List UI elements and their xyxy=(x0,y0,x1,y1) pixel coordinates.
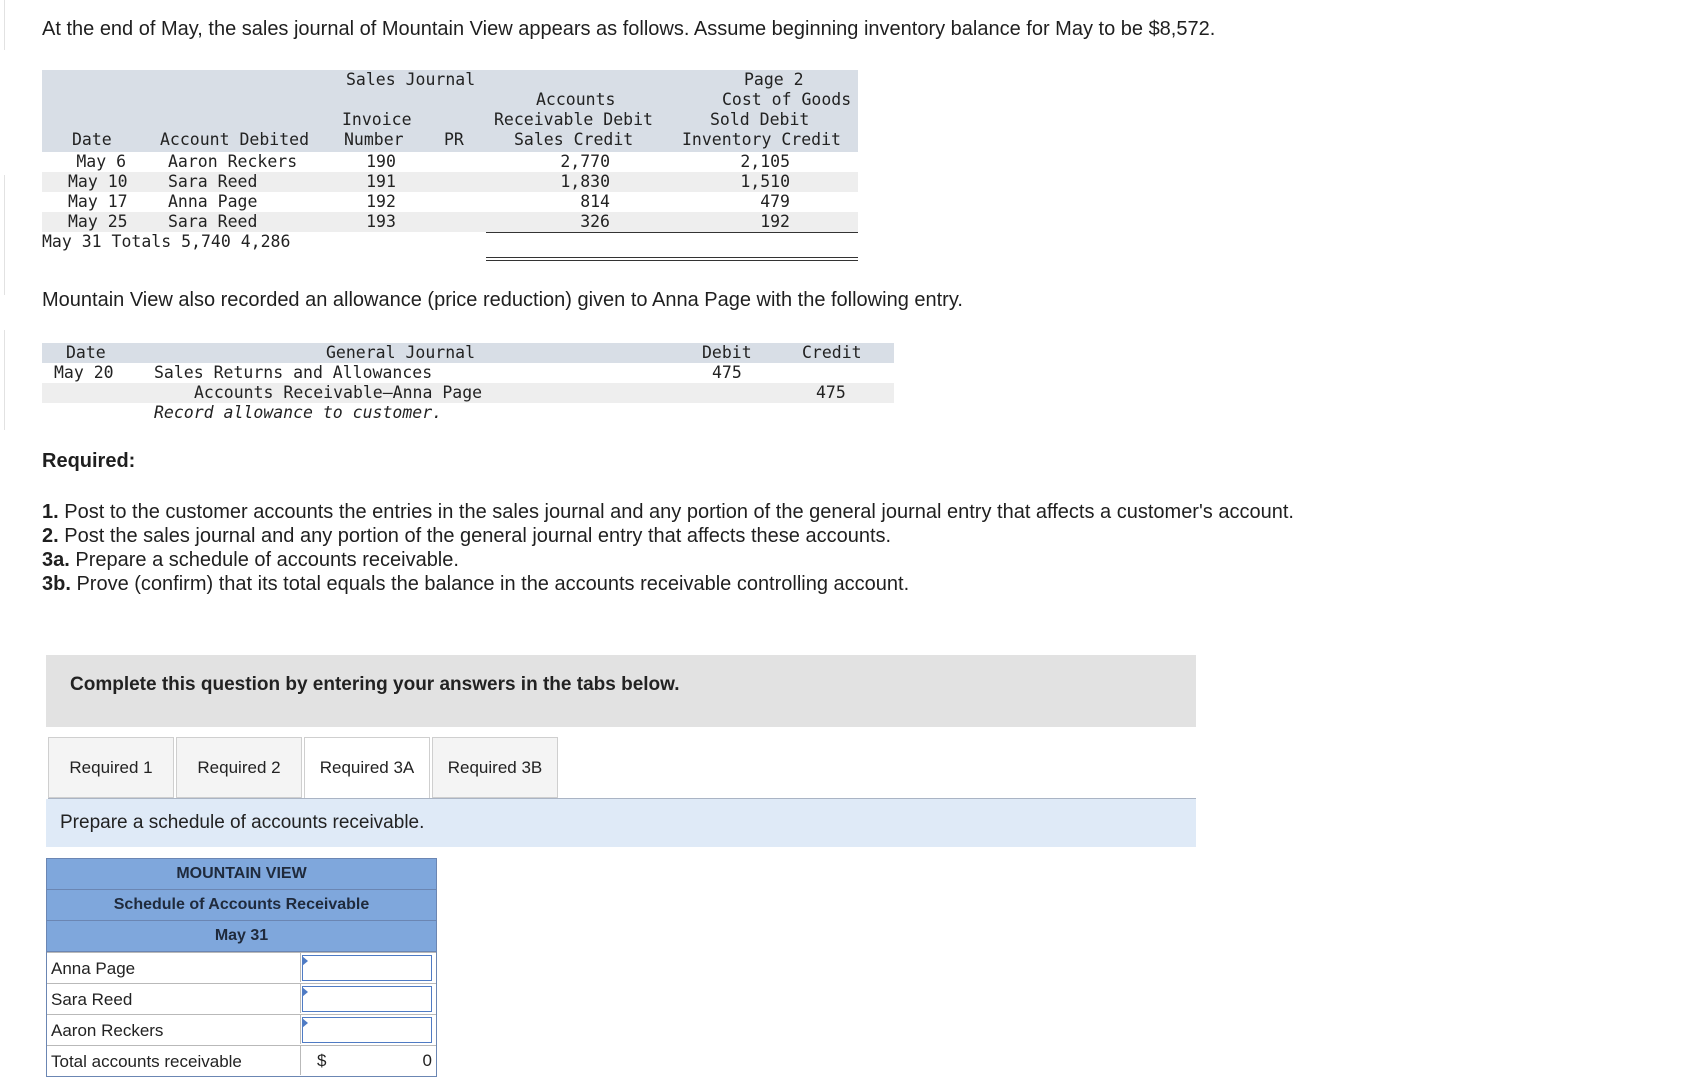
account-cell: Sara Reed xyxy=(168,172,258,191)
total-currency: $ xyxy=(317,1051,327,1070)
ar-cell: 1,830 xyxy=(560,172,610,191)
required-item: 3a. Prepare a schedule of accounts receivable. xyxy=(42,549,459,571)
schedule-table xyxy=(46,858,437,1077)
gj-debit-amount: 475 xyxy=(712,363,742,382)
table-row xyxy=(42,212,858,232)
date-cell: May 17 xyxy=(68,192,128,211)
required-item: 1. Post to the customer accounts the entries in the sales journal and any portion of the general journal entry that affects a customer's account. xyxy=(42,501,1294,523)
total-label: Total accounts receivable xyxy=(51,1052,242,1071)
gj-row xyxy=(42,383,894,403)
schedule-title: Schedule of Accounts Receivable xyxy=(47,890,436,921)
ar-cell: 326 xyxy=(580,212,610,231)
left-margin-mark xyxy=(0,330,5,430)
sales-journal xyxy=(42,70,858,260)
required-title: Required: xyxy=(42,450,136,472)
gj-credit-account: Accounts Receivable—Anna Page xyxy=(194,383,483,402)
gj-row xyxy=(42,403,894,423)
input-marker-icon xyxy=(302,956,308,966)
general-journal xyxy=(42,343,894,423)
schedule-row-label: Aaron Reckers xyxy=(51,1021,164,1040)
schedule-row xyxy=(47,952,436,983)
input-marker-icon xyxy=(302,1018,308,1028)
invoice-cell: 191 xyxy=(366,172,396,191)
ar-total: 5,740 xyxy=(181,232,231,251)
gj-date: May 20 xyxy=(54,363,114,382)
tab-required-2[interactable]: Required 2 xyxy=(176,737,302,798)
gj-row xyxy=(42,363,894,383)
gj-debit-header: Debit xyxy=(702,343,752,362)
allowance-text: Mountain View also recorded an allowance (price reduction) given to Anna Page with the following entry. xyxy=(42,289,963,311)
tab-required-3a[interactable]: Required 3A xyxy=(304,737,430,799)
gj-credit-header: Credit xyxy=(802,343,862,362)
cogs-cell: 2,105 xyxy=(740,152,790,171)
account-cell: Aaron Reckers xyxy=(168,152,298,171)
ar-header-2: Receivable Debit xyxy=(494,110,653,129)
left-margin-mark xyxy=(0,0,5,50)
sara-reed-amount-input[interactable] xyxy=(302,986,432,1012)
double-rule xyxy=(486,260,858,261)
sales-journal-header xyxy=(42,70,858,152)
complete-banner xyxy=(46,655,1196,727)
invoice-cell: 192 xyxy=(366,192,396,211)
ar-header-3: Sales Credit xyxy=(514,130,634,149)
instruction-banner xyxy=(46,799,1196,847)
sales-journal-title: Sales Journal xyxy=(346,70,476,89)
sales-journal-page: Page 2 xyxy=(744,70,804,89)
cogs-header-3: Inventory Credit xyxy=(682,130,841,149)
table-row xyxy=(42,172,858,192)
account-cell: Anna Page xyxy=(168,192,258,211)
gj-memo: Record allowance to customer. xyxy=(154,403,443,422)
gj-debit-account: Sales Returns and Allowances xyxy=(154,363,433,382)
schedule-row xyxy=(47,983,436,1014)
schedule-row xyxy=(47,1014,436,1045)
cogs-cell: 1,510 xyxy=(740,172,790,191)
gj-date-header: Date xyxy=(66,343,106,362)
double-rule xyxy=(486,257,858,258)
required-item: 3b. Prove (confirm) that its total equals the balance in the accounts receivable controlling account. xyxy=(42,573,910,595)
date-header: Date xyxy=(72,130,112,149)
cogs-total: 4,286 xyxy=(240,232,291,251)
cogs-cell: 479 xyxy=(760,192,790,211)
complete-text: Complete this question by entering your answers in the tabs below. xyxy=(70,674,680,695)
cogs-cell: 192 xyxy=(760,212,790,231)
required-list xyxy=(42,500,1302,596)
tab-required-1[interactable]: Required 1 xyxy=(48,737,174,798)
schedule-total-row xyxy=(47,1045,436,1076)
account-header: Account Debited xyxy=(160,130,310,149)
ar-header-1: Accounts xyxy=(536,90,616,109)
schedule-row-label: Anna Page xyxy=(51,959,136,978)
ar-cell: 2,770 xyxy=(560,152,610,171)
account-cell: Sara Reed xyxy=(168,212,258,231)
table-row xyxy=(42,152,858,172)
gj-credit-amount: 475 xyxy=(816,383,846,402)
total-value: 0 xyxy=(422,1051,432,1070)
invoice-header-1: Invoice xyxy=(342,110,412,129)
general-journal-header xyxy=(42,343,894,363)
total-rule xyxy=(486,232,858,233)
totals-label: Totals xyxy=(111,232,172,251)
totals-row xyxy=(42,232,858,260)
totals-date: May 31 xyxy=(42,232,102,251)
schedule-row-label: Sara Reed xyxy=(51,990,133,1009)
pr-header: PR xyxy=(444,130,464,149)
cogs-header-1: Cost of Goods xyxy=(722,90,852,109)
required-item: 2. Post the sales journal and any portion of the general journal entry that affects these accounts. xyxy=(42,525,892,547)
invoice-cell: 190 xyxy=(366,152,396,171)
schedule-company: MOUNTAIN VIEW xyxy=(47,859,436,890)
date-cell: May 6 xyxy=(76,152,126,171)
cogs-header-2: Sold Debit xyxy=(710,110,810,129)
date-cell: May 25 xyxy=(68,212,128,231)
ar-cell: 814 xyxy=(580,192,610,211)
aaron-reckers-amount-input[interactable] xyxy=(302,1017,432,1043)
gj-title: General Journal xyxy=(326,343,476,362)
instruction-text: Prepare a schedule of accounts receivable. xyxy=(60,812,425,833)
date-cell: May 10 xyxy=(68,172,128,191)
invoice-cell: 193 xyxy=(366,212,396,231)
input-marker-icon xyxy=(302,987,308,997)
anna-page-amount-input[interactable] xyxy=(302,955,432,981)
intro-text: At the end of May, the sales journal of Mountain View appears as follows. Assume beginning inventory balance for May to be $8,572. xyxy=(42,18,1216,40)
invoice-header-2: Number xyxy=(344,130,404,149)
left-margin-mark xyxy=(0,175,5,295)
schedule-date: May 31 xyxy=(47,921,436,952)
table-row xyxy=(42,192,858,212)
tab-required-3b[interactable]: Required 3B xyxy=(432,737,558,798)
